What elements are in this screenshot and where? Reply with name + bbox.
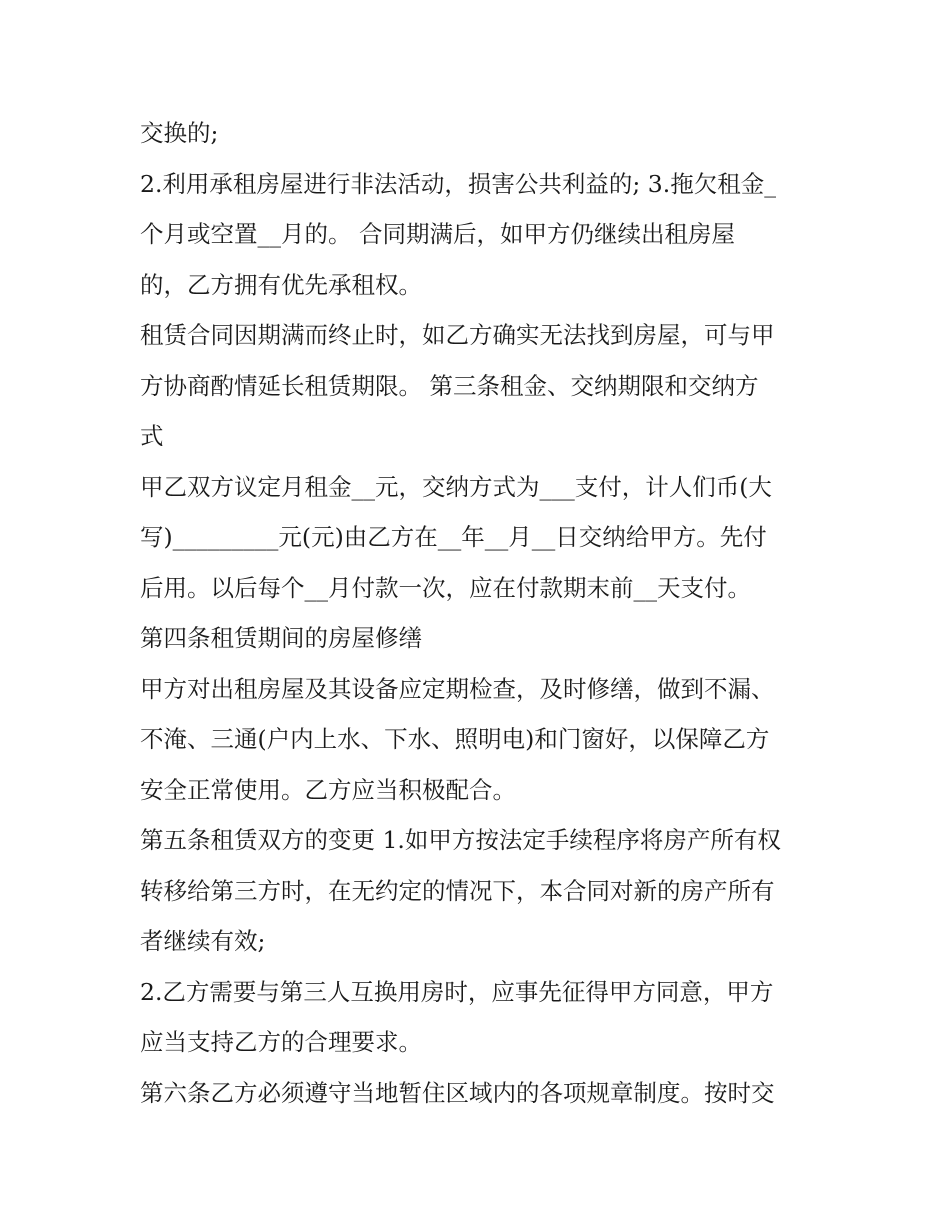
text-line: 不淹、三通(户内上水、下水、照明电)和门窗好，以保障乙方 [140,725,770,753]
text-line: 应当支持乙方的合理要求。 [140,1028,422,1056]
text-line: 交换的; [140,119,219,147]
text-line: 第五条租赁双方的变更 1.如甲方按法定手续程序将房产所有权 [140,826,781,854]
text-line: 租赁合同因期满而终止时，如乙方确实无法找到房屋，可与甲 [140,321,775,349]
text-line: 写)_________元(元)由乙方在__年__月__日交纳给甲方。先付 [140,523,767,551]
text-line: 2.乙方需要与第三人互换用房时，应事先征得甲方同意，甲方 [140,977,774,1006]
text-line: 的，乙方拥有优先承租权。 [140,270,422,299]
text-line: 转移给第三方时，在无约定的情况下，本合同对新的房产所有 [140,876,775,905]
text-line: 第四条租赁期间的房屋修缮 [140,624,422,652]
text-line: 个月或空置__月的。 合同期满后，如甲方仍继续出租房屋 [140,220,735,248]
text-line: 第六条乙方必须遵守当地暂住区域内的各项规章制度。按时交 [140,1078,775,1107]
text-line: 后用。以后每个__月付款一次，应在付款期末前__天支付。 [140,573,751,602]
contract-text [140,108,820,1118]
text-line: 安全正常使用。乙方应当积极配合。 [140,775,516,804]
text-line: 甲乙双方议定月租金__元，交纳方式为___支付，计人们币(大 [140,472,772,501]
text-line: 2.利用承租房屋进行非法活动，损害公共利益的; 3.拖欠租金_ [140,169,776,198]
text-line: 方协商酌情延长租赁期限。 第三条租金、交纳期限和交纳方 [140,371,759,400]
text-line: 者继续有效; [140,927,266,955]
text-line: 甲方对出租房屋及其设备应定期检查，及时修缮，做到不漏、 [140,674,775,703]
text-line: 式 [140,422,164,450]
